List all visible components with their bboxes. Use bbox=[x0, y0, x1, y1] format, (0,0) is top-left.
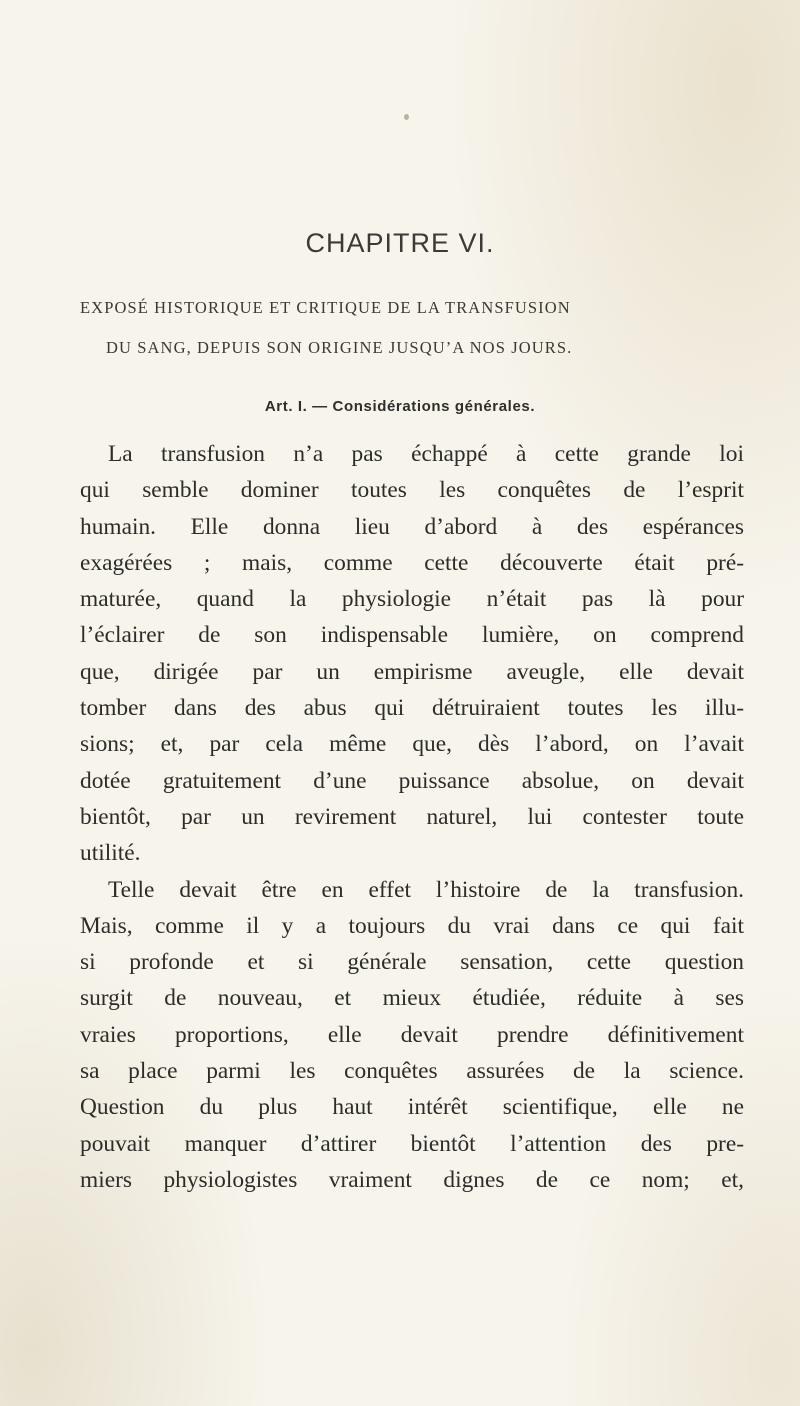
chapter-subtitle-line-1: EXPOSÉ HISTORIQUE ET CRITIQUE DE LA TRANSFUSION bbox=[80, 298, 571, 317]
text-line: sa place parmi les conquêtes assurées de la science. bbox=[80, 1058, 744, 1085]
text-line: La transfusion n’a pas échappé à cette grande loi bbox=[108, 441, 744, 467]
text-line: miers physiologistes vraiment dignes de ce nom; et, bbox=[80, 1166, 744, 1193]
text-line: qui semble dominer toutes les conquêtes de l’esprit bbox=[80, 477, 744, 504]
ink-speck bbox=[404, 114, 409, 120]
text-line: Question du plus haut intérêt scientifique, elle ne bbox=[80, 1094, 744, 1121]
text-line: sions; et, par cela même que, dès l’abord, on l’avait bbox=[80, 731, 744, 758]
text-line: si profonde et si générale sensation, cette question bbox=[80, 949, 744, 976]
text-line: vraies proportions, elle devait prendre définitivement bbox=[80, 1021, 744, 1048]
text-line: humain. Elle donna lieu d’abord à des espérances bbox=[80, 513, 744, 540]
text-line: maturée, quand la physiologie n’était pas là pour bbox=[80, 586, 744, 613]
text-line: Mais, comme il y a toujours du vrai dans ce qui fait bbox=[80, 912, 744, 939]
chapter-title: CHAPITRE VI. bbox=[305, 228, 495, 258]
text-line: Telle devait être en effet l’histoire de la transfusion. bbox=[108, 876, 744, 903]
text-line: dotée gratuitement d’une puissance absolue, on devait bbox=[80, 767, 744, 794]
chapter-subtitle-line-2: DU SANG, DEPUIS SON ORIGINE JUSQU’A NOS JOURS. bbox=[106, 338, 573, 357]
text-line: bientôt, par un revirement naturel, lui contester toute bbox=[80, 803, 744, 830]
text-line: que, dirigée par un empirisme aveugle, elle devait bbox=[80, 658, 744, 685]
body-text bbox=[80, 436, 744, 1198]
text-line: pouvait manquer d’attirer bientôt l’attention des pre- bbox=[80, 1130, 744, 1157]
text-line: l’éclairer de son indispensable lumière, on comprend bbox=[80, 622, 744, 649]
text-line: tomber dans des abus qui détruiraient toutes les illu- bbox=[80, 695, 744, 722]
text-line: exagérées ; mais, comme cette découverte était pré- bbox=[80, 549, 744, 576]
text-line: utilité. bbox=[80, 840, 141, 867]
text-line: surgit de nouveau, et mieux étudiée, réduite à ses bbox=[80, 985, 744, 1012]
section-heading: Art. I. — Considérations générales. bbox=[264, 398, 536, 415]
